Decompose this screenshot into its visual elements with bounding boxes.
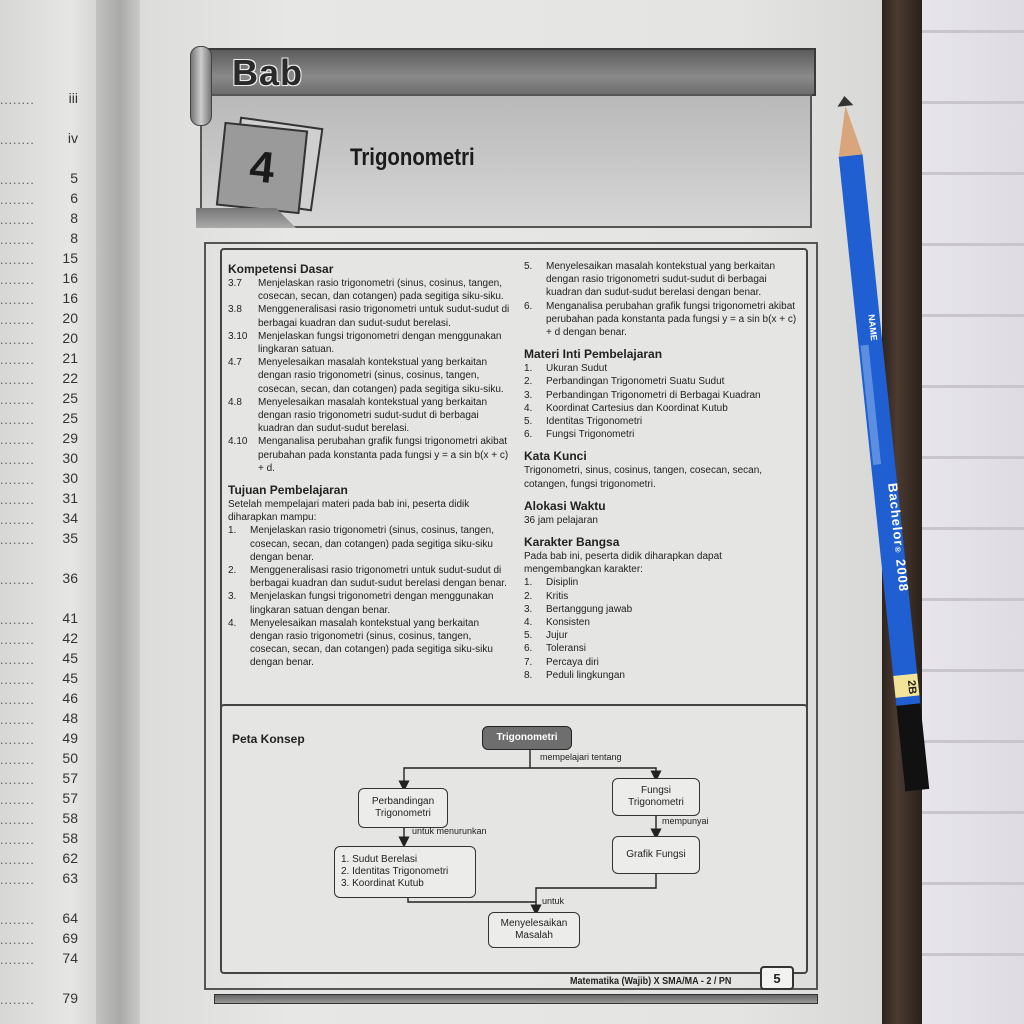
- list-item-number: 4.10: [228, 436, 248, 448]
- toc-leader-dots: ........: [0, 413, 35, 427]
- toc-page-number: 30: [62, 470, 78, 486]
- toc-leader-dots: ........: [0, 853, 35, 867]
- list-item-text: Toleransi: [546, 643, 587, 655]
- concept-list-line: 1. Sudut Berelasi: [341, 854, 418, 865]
- toc-leader-dots: ........: [0, 873, 35, 887]
- tujuan-intro: Setelah mempelajari materi pada bab ini, peserta didik diharapkan mampu:: [228, 499, 470, 524]
- list-item-text: Fungsi Trigonometri: [546, 429, 635, 441]
- list-item: [524, 603, 800, 616]
- edge-label-bottom: untuk: [542, 896, 565, 906]
- list-item: [524, 669, 800, 682]
- pencil: [852, 104, 919, 804]
- list-item: [524, 260, 800, 300]
- list-item-text: Bertanggung jawab: [546, 603, 633, 615]
- list-item-number: 5.: [524, 261, 533, 272]
- concept-node-list: [334, 846, 476, 898]
- toc-leader-dots: ........: [0, 493, 35, 507]
- toc-page-number: 8: [70, 210, 78, 226]
- list-item: [228, 330, 512, 356]
- list-item: [228, 303, 512, 329]
- toc-page-number: 63: [62, 870, 78, 886]
- brick-wall-background: [918, 0, 1024, 1024]
- list-item: [228, 396, 512, 436]
- pencil-trademark: ®: [892, 546, 903, 554]
- list-item-text: Koordinat Cartesius dan Koordinat Kutub: [546, 402, 728, 414]
- kata-kunci-text: Trigonometri, sinus, cosinus, tangen, cosecan, secan, cotangen, fungsi trigonometri.: [524, 465, 763, 490]
- toc-leader-dots: ........: [0, 933, 35, 947]
- toc-leader-dots: ........: [0, 333, 35, 347]
- toc-page-number: 25: [62, 390, 78, 406]
- list-item-number: 4.: [524, 402, 533, 414]
- toc-leader-dots: ........: [0, 673, 35, 687]
- toc-leader-dots: ........: [0, 233, 35, 247]
- chapter-number: 4: [247, 141, 277, 194]
- karakter-intro: Pada bab ini, peserta didik diharapkan dapat mengembangkan karakter:: [524, 551, 722, 576]
- list-item-number: 3.: [524, 603, 533, 615]
- toc-page-number: iii: [68, 90, 78, 106]
- list-item-text: Kritis: [546, 590, 569, 602]
- toc-leader-dots: ........: [0, 793, 35, 807]
- list-item-number: 4.8: [228, 396, 242, 408]
- list-item-text: Menganalisa perubahan grafik fungsi trigonometri akibat perubahan pada konstanta pada fungsi y = a sin b(x + c) + d dengan benar.: [546, 300, 797, 339]
- list-item-number: 8.: [524, 669, 533, 681]
- list-item-number: 3.: [228, 591, 237, 603]
- kompetensi-title: Kompetensi Dasar: [228, 262, 334, 276]
- toc-page-number: 48: [62, 710, 78, 726]
- list-item: [228, 564, 512, 590]
- pencil-model: 2008: [893, 558, 912, 593]
- toc-page-number: 41: [62, 610, 78, 626]
- concept-node-perbandingan: Perbandingan Trigonometri: [358, 788, 448, 828]
- toc-page-number: 49: [62, 730, 78, 746]
- pencil-name-label: NAME: [866, 313, 880, 342]
- list-item-number: 3.8: [228, 304, 242, 316]
- toc-page-number: 62: [62, 850, 78, 866]
- list-item: [524, 402, 800, 415]
- toc-leader-dots: ........: [0, 813, 35, 827]
- list-item-number: 6.: [524, 300, 533, 312]
- list-item: [524, 656, 800, 669]
- list-item: [524, 590, 800, 603]
- toc-leader-dots: ........: [0, 513, 35, 527]
- toc-leader-dots: ........: [0, 953, 35, 967]
- toc-leader-dots: ........: [0, 993, 35, 1007]
- list-item: [228, 356, 512, 396]
- list-item: [524, 642, 800, 655]
- toc-page-number: 35: [62, 530, 78, 546]
- toc-page-number: 22: [62, 370, 78, 386]
- toc-leader-dots: ........: [0, 393, 35, 407]
- toc-page-number: 79: [62, 990, 78, 1006]
- list-item-text: Menyelesaikan masalah kontekstual yang berkaitan dengan rasio trigonometri (sinus, cosinus, tangen, cosecan, secan, dan cotangen) pada segitiga siku-siku.: [258, 357, 504, 395]
- toc-page-number: 25: [62, 410, 78, 426]
- kompetensi-list: [228, 277, 512, 475]
- list-item-number: 1.: [524, 577, 533, 589]
- toc-leader-dots: ........: [0, 433, 35, 447]
- toc-leader-dots: ........: [0, 373, 35, 387]
- toc-leader-dots: ........: [0, 573, 35, 587]
- toc-leader-dots: ........: [0, 633, 35, 647]
- toc-page-number: 64: [62, 910, 78, 926]
- list-item: [524, 629, 800, 642]
- concept-node-menyelesaikan: Menyelesaikan Masalah: [488, 912, 580, 948]
- toc-page-number: 5: [70, 170, 78, 186]
- concept-map-title: Peta Konsep: [232, 732, 305, 746]
- card-front: [216, 122, 308, 214]
- list-item-number: 4.: [228, 617, 237, 629]
- list-item-text: Konsisten: [546, 617, 590, 629]
- list-item-text: Jujur: [546, 630, 568, 642]
- list-item-number: 7.: [524, 656, 533, 668]
- concept-node-fungsi: Fungsi Trigonometri: [612, 778, 700, 816]
- list-item-number: 5.: [524, 416, 533, 428]
- toc-leader-dots: ........: [0, 313, 35, 327]
- page-number: 5: [760, 966, 794, 990]
- list-item-number: 2.: [524, 376, 533, 388]
- toc-page-number: 30: [62, 450, 78, 466]
- toc-leader-dots: ........: [0, 833, 35, 847]
- list-item-number: 4.7: [228, 357, 242, 369]
- toc-leader-dots: ........: [0, 753, 35, 767]
- right-column: [524, 260, 800, 682]
- list-item: [524, 616, 800, 629]
- list-item-text: Identitas Trigonometri: [546, 416, 643, 428]
- list-item-number: 1.: [228, 525, 237, 537]
- toc-leader-dots: ........: [0, 613, 35, 627]
- tujuan-title: Tujuan Pembelajaran: [228, 483, 348, 498]
- list-item-text: Menjelaskan rasio trigonometri (sinus, cosinus, tangen, cosecan, secan, dan cotangen) pada segitiga siku-siku dengan benar.: [250, 525, 495, 563]
- list-item-text: Perbandingan Trigonometri Suatu Sudut: [546, 376, 725, 388]
- list-item: [524, 415, 800, 428]
- book-gutter: [96, 0, 144, 1024]
- toc-page-number: 45: [62, 650, 78, 666]
- toc-page-number: 16: [62, 290, 78, 306]
- list-item-text: Menyelesaikan masalah kontekstual yang berkaitan dengan rasio trigonometri (sinus, cosinus, tangen, cosecan, secan, dan cotangen) pada segitiga siku-siku dengan benar.: [250, 617, 493, 669]
- list-item-number: 5.: [524, 630, 533, 642]
- bab-label: Bab: [232, 52, 304, 93]
- toc-page-number: 29: [62, 430, 78, 446]
- toc-page-number: 8: [70, 230, 78, 246]
- alokasi-title: Alokasi Waktu: [524, 498, 606, 513]
- left-column: [228, 258, 512, 670]
- toc-page-number: 45: [62, 670, 78, 686]
- alokasi-text: 36 jam pelajaran: [524, 514, 598, 526]
- toc-page-number: 15: [62, 250, 78, 266]
- chapter-number-card: [220, 118, 316, 214]
- list-item: [228, 524, 512, 564]
- concept-list-line: 3. Koordinat Kutub: [341, 878, 424, 889]
- list-item-text: Menggeneralisasi rasio trigonometri untuk sudut-sudut di berbagai kuadran dan sudut-sudut berelasi.: [258, 304, 510, 329]
- toc-leader-dots: ........: [0, 213, 35, 227]
- tujuan-list: [228, 524, 512, 669]
- chapter-title: Trigonometri: [350, 144, 475, 171]
- list-item-text: Menyelesaikan masalah kontekstual yang berkaitan dengan rasio trigonometri sudut-sudut di berbagai kuadran dan sudut-sudut berelasi dengan benar.: [546, 261, 776, 299]
- list-item-number: 6.: [524, 429, 533, 441]
- list-item-number: 3.: [524, 389, 533, 401]
- pencil-brand-name: Bachelor: [885, 482, 907, 548]
- materi-title: Materi Inti Pembelajaran: [524, 347, 663, 362]
- toc-leader-dots: ........: [0, 133, 35, 147]
- toc-page-number: 50: [62, 750, 78, 766]
- toc-leader-dots: ........: [0, 693, 35, 707]
- list-item: [524, 576, 800, 589]
- list-item-number: 6.: [524, 643, 533, 655]
- list-item: [524, 300, 800, 340]
- list-item-text: Menjelaskan fungsi trigonometri dengan menggunakan lingkaran satuan dengan benar.: [250, 591, 494, 616]
- list-item-number: 2.: [524, 590, 533, 602]
- toc-page-number: 46: [62, 690, 78, 706]
- list-item-number: 2.: [228, 565, 237, 577]
- scroll-roll-icon: [190, 46, 212, 126]
- list-item-text: Menjelaskan rasio trigonometri (sinus, cosinus, tangen, cosecan, secan, dan cotangen) pada segitiga siku-siku.: [258, 278, 504, 303]
- toc-page-number: 42: [62, 630, 78, 646]
- list-item-text: Perbandingan Trigonometri di Berbagai Kuadran: [546, 389, 761, 401]
- list-item-number: 3.10: [228, 330, 248, 342]
- edge-label-left: untuk menurunkan: [412, 826, 487, 836]
- toc-page-number: 57: [62, 790, 78, 806]
- list-item: [228, 435, 512, 475]
- list-item: [524, 375, 800, 388]
- list-item-text: Percaya diri: [546, 656, 599, 668]
- kata-kunci-title: Kata Kunci: [524, 449, 587, 464]
- toc-page-number: 31: [62, 490, 78, 506]
- toc-leader-dots: ........: [0, 653, 35, 667]
- list-item: [524, 362, 800, 375]
- concept-list-line: 2. Identitas Trigonometri: [341, 866, 449, 877]
- toc-page-number: 74: [62, 950, 78, 966]
- materi-list: [524, 362, 800, 441]
- toc-leader-dots: ........: [0, 533, 35, 547]
- list-item-number: 4.: [524, 617, 533, 629]
- list-item-text: Menganalisa perubahan grafik fungsi trigonometri akibat perubahan pada konstanta pada fungsi y = a sin b(x + c) + d.: [258, 436, 509, 474]
- concept-root-node: Trigonometri: [482, 726, 572, 750]
- bottom-bar: [214, 994, 818, 1004]
- list-item-number: 3.7: [228, 278, 242, 289]
- karakter-list: [524, 576, 800, 682]
- toc-leader-dots: ........: [0, 173, 35, 187]
- toc-page-number: 16: [62, 270, 78, 286]
- list-item-text: Disiplin: [546, 577, 579, 589]
- toc-leader-dots: ........: [0, 253, 35, 267]
- toc-leader-dots: ........: [0, 453, 35, 467]
- toc-page-number: iv: [67, 130, 78, 146]
- pencil-grade: 2B: [904, 679, 919, 695]
- tujuan-list-continued: [524, 260, 800, 339]
- toc-page-number: 69: [62, 930, 78, 946]
- toc-page-number: 58: [62, 810, 78, 826]
- toc-page-number: 57: [62, 770, 78, 786]
- toc-leader-dots: ........: [0, 293, 35, 307]
- list-item: [228, 590, 512, 616]
- toc-leader-dots: ........: [0, 773, 35, 787]
- toc-leader-dots: ........: [0, 913, 35, 927]
- list-item-text: Menggeneralisasi rasio trigonometri untuk sudut-sudut di berbagai kuadran dan sudut-sudut berelasi dengan benar.: [250, 565, 507, 590]
- list-item-text: Menjelaskan fungsi trigonometri dengan menggunakan lingkaran satuan.: [258, 330, 502, 356]
- concept-node-grafik: Grafik Fungsi: [612, 836, 700, 874]
- footer-text: Matematika (Wajib) X SMA/MA - 2 / PN: [570, 976, 732, 987]
- toc-page-number: 36: [62, 570, 78, 586]
- toc-page-number: 20: [62, 310, 78, 326]
- edge-label-root: mempelajari tentang: [540, 752, 622, 762]
- list-item: [524, 428, 800, 441]
- toc-leader-dots: ........: [0, 713, 35, 727]
- toc-page-number: 58: [62, 830, 78, 846]
- toc-leader-dots: ........: [0, 193, 35, 207]
- toc-leader-dots: ........: [0, 733, 35, 747]
- toc-page-number: 20: [62, 330, 78, 346]
- karakter-title: Karakter Bangsa: [524, 535, 620, 550]
- list-item-text: Ukuran Sudut: [546, 363, 608, 375]
- list-item-number: 1.: [524, 363, 533, 375]
- list-item: [228, 277, 512, 303]
- toc-leader-dots: ........: [0, 473, 35, 487]
- toc-leader-dots: ........: [0, 273, 35, 287]
- list-item-text: Menyelesaikan masalah kontekstual yang berkaitan dengan rasio trigonometri sudut-sudut di berbagai kuadran dan sudut-sudut berelasi.: [258, 396, 488, 435]
- toc-leader-dots: ........: [0, 353, 35, 367]
- toc-page-number: 21: [62, 350, 78, 366]
- list-item: [228, 617, 512, 670]
- list-item-text: Peduli lingkungan: [546, 669, 625, 681]
- toc-leader-dots: ........: [0, 93, 35, 107]
- toc-page-number: 34: [62, 510, 78, 526]
- edge-label-right: mempunyai: [662, 816, 709, 826]
- list-item: [524, 389, 800, 402]
- toc-page-number: 6: [70, 190, 78, 206]
- chapter-banner: [196, 48, 816, 230]
